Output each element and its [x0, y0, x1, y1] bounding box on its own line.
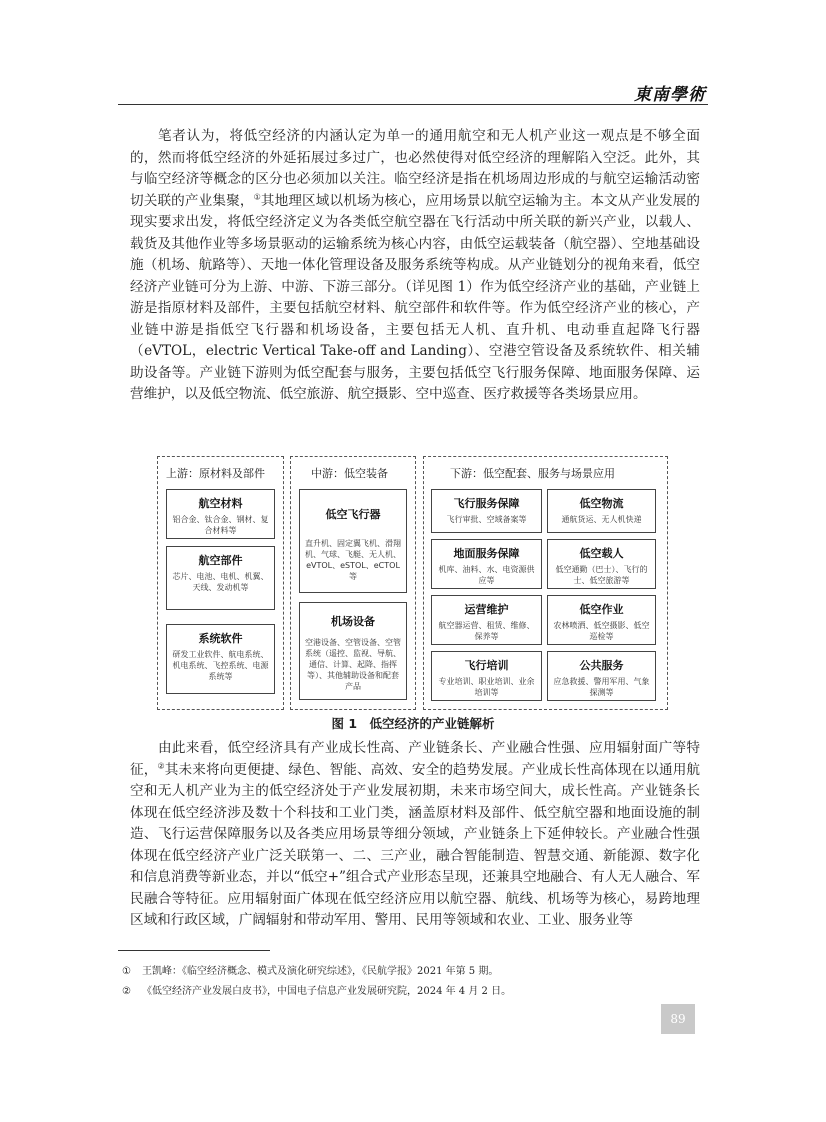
downstream-column: [423, 456, 668, 710]
footnote-2: [122, 985, 702, 999]
box-desc: 机库、油料、水、电资源供应等: [438, 565, 535, 585]
box-low-altitude-aircraft: [299, 489, 407, 593]
para1-text-a: 笔者认为，将低空经济的内涵认定为单一的通用航空和无人机产业这一观点是不够全面的，然而将低空经济的外延拓展过多过广，也必然使得对低空经济的理解陷入空泛。此外，其与临空经济等概念的区分也必须加以关注。临空经济是指在机场周边形成的与航空运输活动密切关联的产业集聚，: [130, 128, 700, 209]
box-title: 低空物流: [579, 497, 624, 510]
box-operation-maintenance: [431, 595, 542, 645]
box-desc: 铝合金、钛合金、钢材、复合材料等: [172, 515, 269, 535]
box-passenger-transport: [547, 539, 656, 589]
box-system-software: [166, 624, 275, 694]
box-desc: 农林喷洒、低空摄影、低空巡检等: [553, 621, 650, 641]
box-desc: 应急救援、警用军用、气象探测等: [553, 677, 650, 697]
box-title: 地面服务保障: [453, 547, 520, 560]
downstream-title: 下游：低空配套、服务与场景应用: [450, 467, 615, 480]
journal-logo: 東南學術: [634, 85, 706, 105]
box-title: 低空载人: [579, 547, 624, 560]
box-title: 飞行服务保障: [453, 497, 520, 510]
box-aerial-work: [547, 595, 656, 645]
figure-caption: 图 1 低空经济的产业链解析: [331, 716, 495, 731]
footnote-ref-1[interactable]: ①: [253, 191, 261, 201]
box-title: 低空作业: [579, 603, 624, 616]
page-number: 89: [661, 1004, 695, 1034]
paragraph-1: [130, 126, 700, 406]
box-title: 运营维护: [464, 603, 509, 616]
box-title: 航空材料: [198, 497, 243, 510]
box-desc: 空港设备、空管设备、空管系统（遥控、监视、导航、通信、计算、起降、指挥等）、其他辅助设备和配套产品: [305, 638, 401, 691]
footnote-number: ②: [122, 986, 131, 997]
para2-text-b: 其未来将向更便捷、绿色、智能、高效、安全的趋势发展。产业成长性高体现在以通用航空和无人机产业为主的低空经济处于产业发展初期，未来市场空间大，成长性高。产业链条长体现在低空经济涉及数十个科技和工业门类，涵盖原材料及部件、低空航空器和地面设施的制造、飞行运营保障服务以及各类应用场景等细分领域，产业链条上下延伸较长。产业融合性强体现在低空经济产业广泛关联第一、二、三产业，融合智能制造、智慧交通、新能源、数字化和信息消费等新业态，并以“低空+”组合式产业形态呈现，还兼具空地融合、有人无人融合、军民融合等特征。应用辐射面广体现在低空经济应用以航空器、航线、机场等为核心，易跨地理区域和行政区域，广阔辐射和带动军用、警用、民用等领域和农业、工业、服务业等: [130, 761, 701, 928]
box-airport-equipment: [299, 602, 407, 700]
upstream-title: 上游：原材料及部件: [166, 467, 265, 480]
box-aviation-parts: [166, 546, 275, 610]
box-desc: 芯片、电池、电机、机翼、天线、发动机等: [172, 572, 269, 592]
box-desc: 直升机、固定翼飞机、滑翔机、气球、飞艇、无人机、eVTOL、eSTOL、eCTOL等: [305, 539, 401, 581]
footnote-rule: [118, 950, 270, 951]
box-desc: 研发工业软件、航电系统、机电系统、飞控系统、电源系统等: [172, 650, 269, 681]
box-desc: 航空器运营、租赁、维修、保养等: [438, 621, 535, 641]
box-title: 飞行培训: [464, 659, 509, 672]
box-flight-service: [431, 489, 542, 533]
midstream-title: 中游：低空装备: [311, 467, 388, 480]
box-title: 机场设备: [331, 615, 375, 628]
box-aviation-materials: [166, 489, 275, 539]
box-flight-training: [431, 651, 542, 701]
box-title: 公共服务: [579, 659, 624, 672]
industry-chain-figure: [153, 450, 673, 712]
box-ground-service: [431, 539, 542, 589]
header-rule: [118, 104, 708, 105]
box-desc: 专业培训、职业培训、业余培训等: [438, 677, 535, 697]
box-desc: 飞行审批、空域备案等: [446, 515, 527, 524]
footnote-number: ①: [122, 966, 131, 977]
footnote-1: [122, 965, 702, 979]
box-desc: 通航货运、无人机快递: [561, 515, 642, 524]
footnote-text: 《低空经济产业发展白皮书》，中国电子信息产业发展研究院，2024 年 4 月 2 日。: [142, 986, 512, 997]
box-public-service: [547, 651, 656, 701]
footnote-text: 王凯峰：《临空经济概念、模式及演化研究综述》，《民航学报》2021 年第 5 期。: [142, 966, 499, 977]
para1-text-b: 其地理区域以机场为核心，应用场景以航空运输为主。本文从产业发展的现实要求出发，将低空经济定义为各类低空航空器在飞行活动中所关联的新兴产业，以载人、载货及其他作业等多场景驱动的运输系统为核心内容，由低空运载装备（航空器）、空地基础设施（机场、航路等）、天地一体化管理设备及服务系统等构成。从产业链划分的视角来看，低空经济产业链可分为上游、中游、下游三部分。（详见图 1）作为低空经济产业的基础，产业链上游是指原材料及部件，主要包括航空材料、航空部件和软件等。作为低空经济产业的核心，产业链中游是指低空飞行器和机场设备，主要包括无人机、直升机、电动垂直起降飞行器（eVTOL，electric Vertical Take-off and Landing）、空港空管设备及系统软件、相关辅助设备等。产业链下游则为低空配套与服务，主要包括低空飞行服务保障、地面服务保障、运营维护，以及低空物流、低空旅游、航空摄影、空中巡查、医疗救援等各类场景应用。: [130, 192, 701, 402]
upstream-column: [157, 456, 284, 710]
box-title: 航空部件: [198, 554, 243, 567]
midstream-column: [290, 456, 416, 710]
box-title: 系统软件: [198, 632, 243, 645]
footnote-ref-2[interactable]: ②: [157, 760, 165, 770]
box-title: 低空飞行器: [325, 508, 381, 521]
box-low-altitude-logistics: [547, 489, 656, 533]
paragraph-2: [130, 738, 700, 932]
para2-text-a: 由此来看，低空经济具有产业成长性高、产业链条长、产业融合性强、应用辐射面广等特征，: [130, 740, 700, 778]
box-desc: 低空通勤（巴士）、飞行的士、低空旅游等: [555, 565, 648, 585]
